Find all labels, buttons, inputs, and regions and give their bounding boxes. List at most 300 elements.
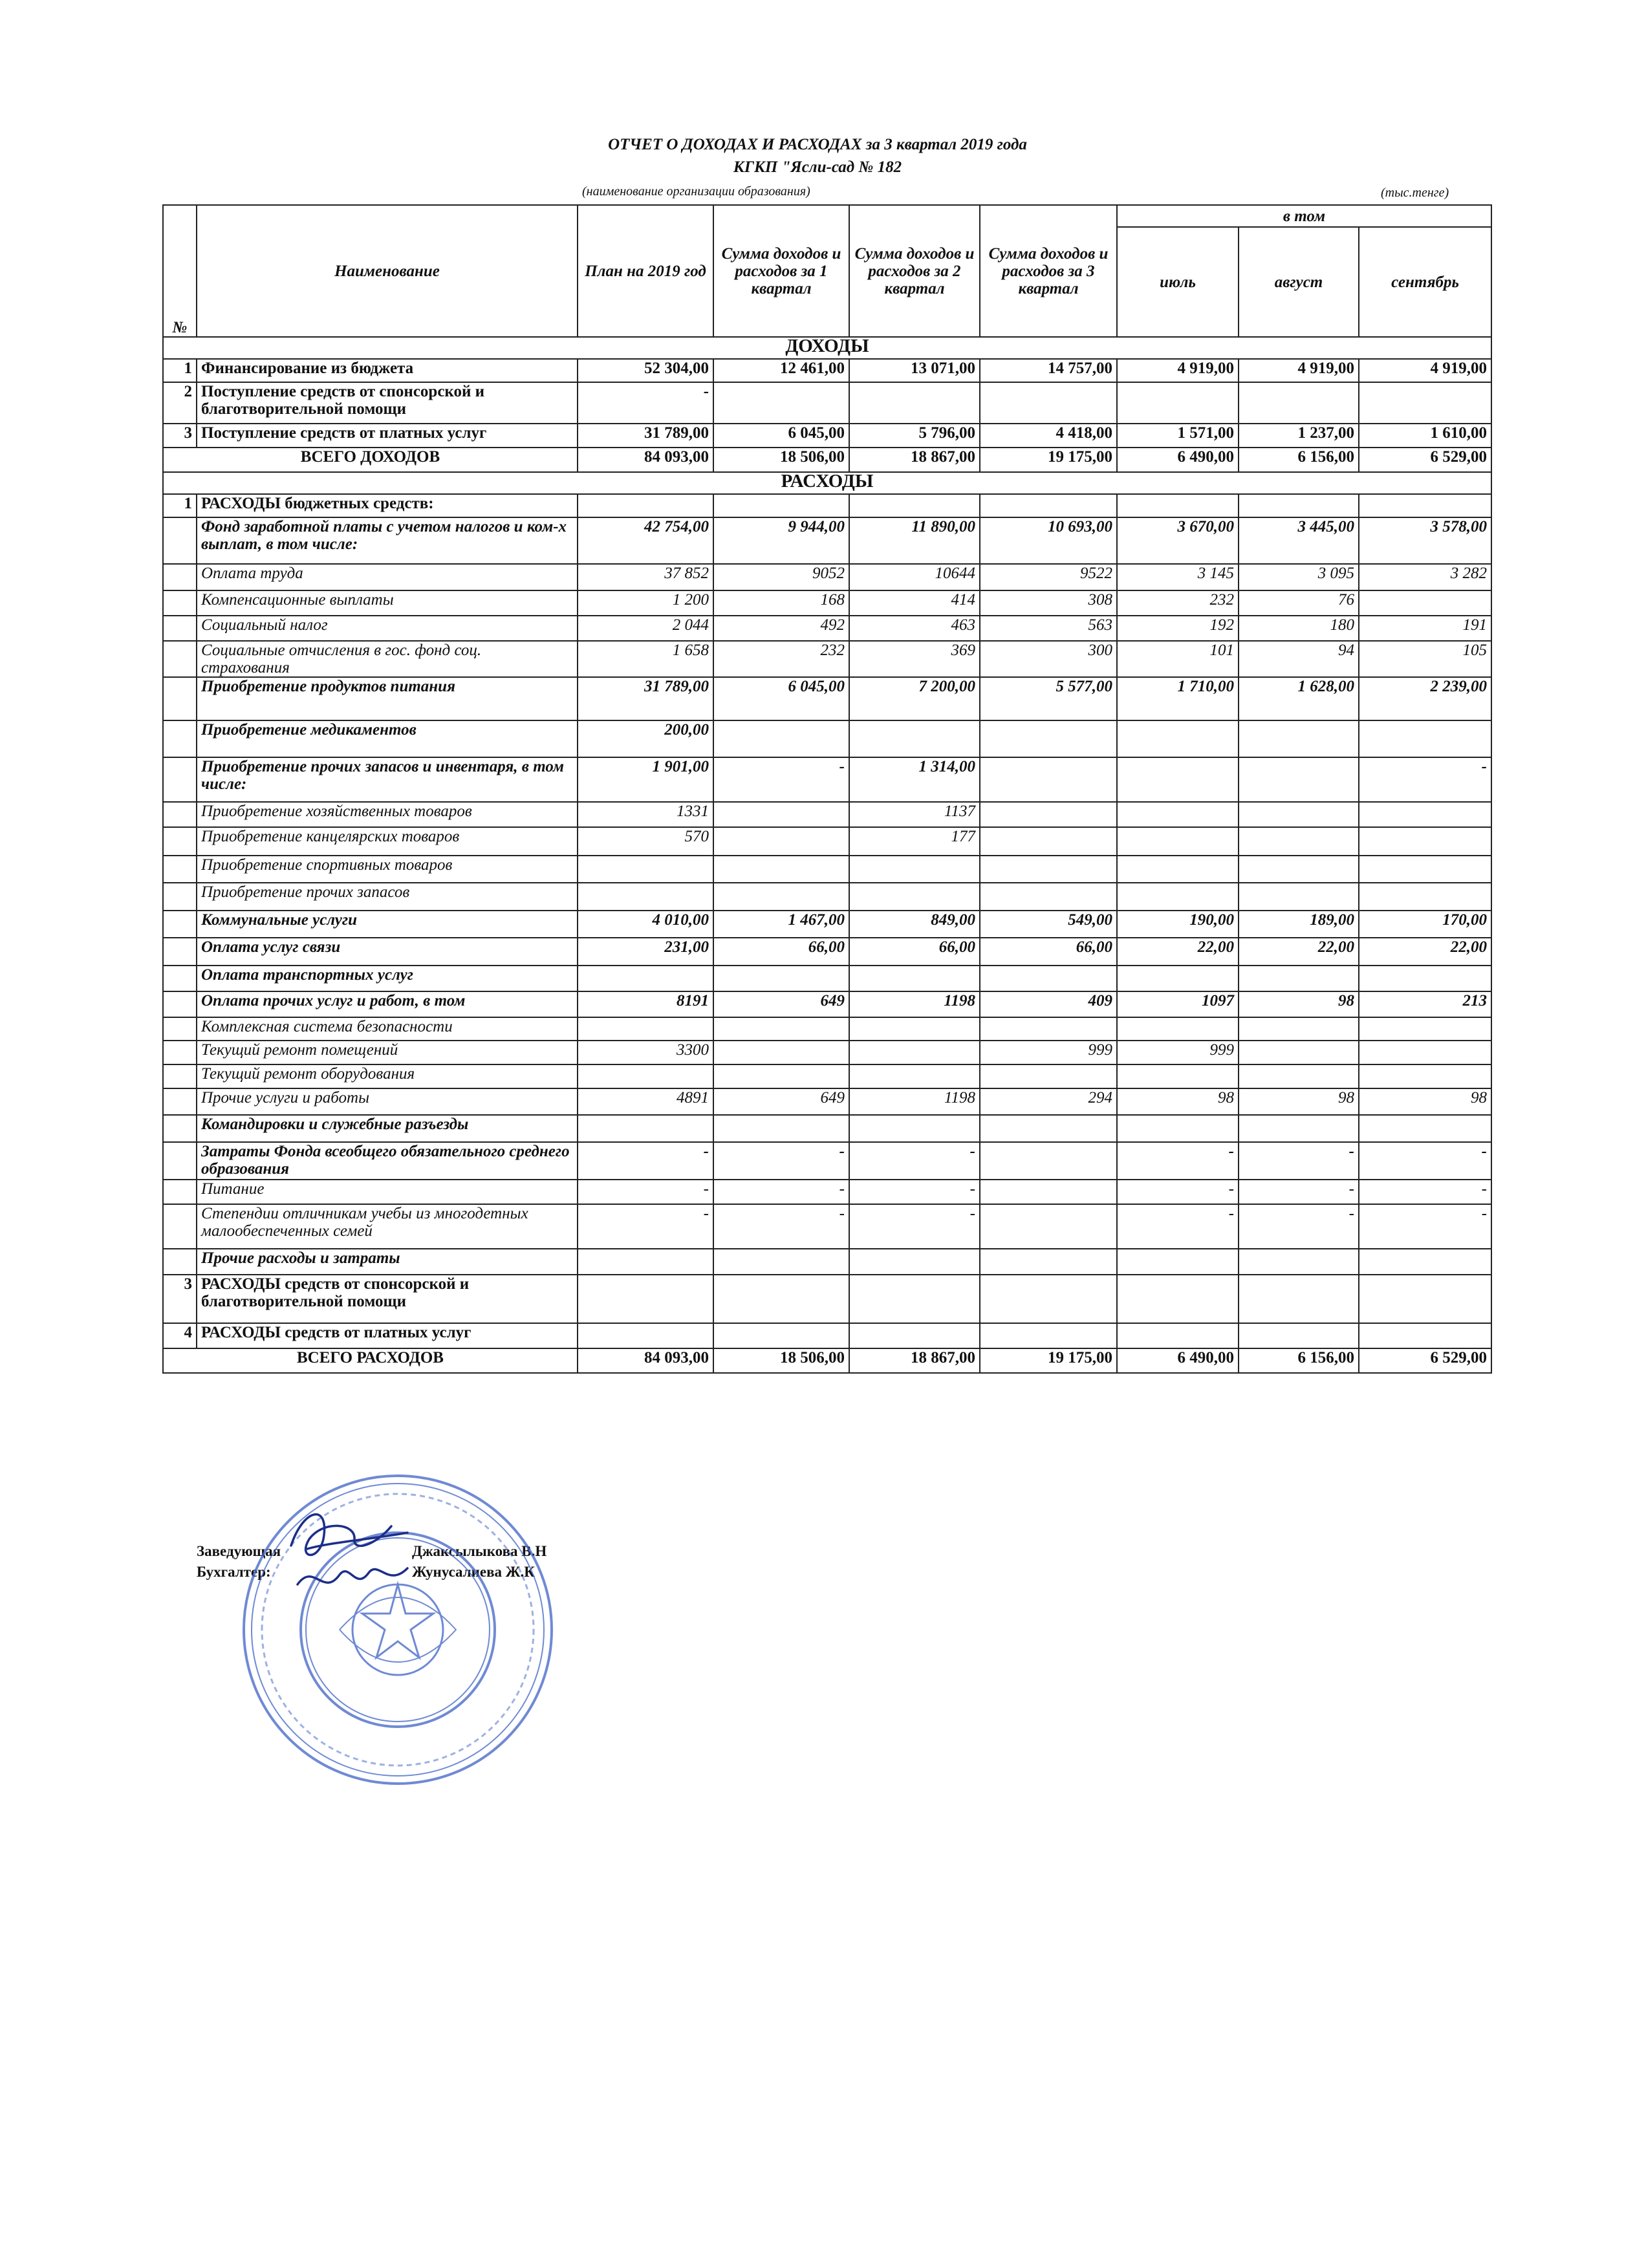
row-value xyxy=(1239,966,1359,991)
row-value: - xyxy=(849,1142,980,1180)
row-value: 10644 xyxy=(849,564,980,590)
row-value xyxy=(578,966,713,991)
row-value: 18 867,00 xyxy=(849,448,980,472)
row-name: Текущий ремонт оборудования xyxy=(197,1064,578,1088)
row-value: 649 xyxy=(713,1088,849,1115)
row-value xyxy=(980,382,1117,424)
row-value xyxy=(713,1323,849,1348)
table-row xyxy=(163,641,1491,677)
row-value: 4 418,00 xyxy=(980,424,1117,448)
row-value xyxy=(980,1064,1117,1088)
row-value: 98 xyxy=(1359,1088,1491,1115)
row-number xyxy=(163,616,197,641)
row-value: 6 490,00 xyxy=(1117,1348,1239,1373)
row-name: Приобретение прочих запасов xyxy=(197,883,578,911)
row-value xyxy=(1359,827,1491,856)
row-value xyxy=(849,883,980,911)
row-value: 66,00 xyxy=(713,938,849,966)
row-value: 31 789,00 xyxy=(578,424,713,448)
row-value: 1 200 xyxy=(578,590,713,616)
row-value: 6 156,00 xyxy=(1239,448,1359,472)
row-value xyxy=(849,1017,980,1041)
row-number xyxy=(163,1041,197,1064)
row-value: 5 577,00 xyxy=(980,677,1117,720)
row-name: Приобретение канцелярских товаров xyxy=(197,827,578,856)
row-value xyxy=(1359,1017,1491,1041)
row-value xyxy=(980,883,1117,911)
table-row xyxy=(163,590,1491,616)
row-value xyxy=(1117,757,1239,802)
row-value xyxy=(980,827,1117,856)
row-value xyxy=(1239,802,1359,827)
row-value: 191 xyxy=(1359,616,1491,641)
row-value: 6 156,00 xyxy=(1239,1348,1359,1373)
row-name: РАСХОДЫ средств от спонсорской и благотворительной помощи xyxy=(197,1275,578,1323)
row-value xyxy=(578,883,713,911)
row-value: 22,00 xyxy=(1359,938,1491,966)
table-row xyxy=(163,494,1491,517)
row-value xyxy=(713,883,849,911)
row-value: 1 658 xyxy=(578,641,713,677)
row-value: - xyxy=(849,1204,980,1249)
row-value: - xyxy=(713,1180,849,1204)
row-value: - xyxy=(1359,1180,1491,1204)
section-income-label: ДОХОДЫ xyxy=(163,337,1491,359)
table-row xyxy=(163,757,1491,802)
row-value xyxy=(980,1204,1117,1249)
row-value: 37 852 xyxy=(578,564,713,590)
table-row xyxy=(163,991,1491,1017)
row-value: - xyxy=(1117,1142,1239,1180)
row-value: 549,00 xyxy=(980,911,1117,938)
table-row xyxy=(163,1142,1491,1180)
row-value xyxy=(713,856,849,883)
row-value: 94 xyxy=(1239,641,1359,677)
row-value xyxy=(1239,1323,1359,1348)
row-value xyxy=(578,1249,713,1275)
row-value xyxy=(849,1041,980,1064)
row-name: Поступление средств от платных услуг xyxy=(197,424,578,448)
row-value xyxy=(578,1064,713,1088)
section-expense-label: РАСХОДЫ xyxy=(163,472,1491,494)
row-value: 9 944,00 xyxy=(713,517,849,564)
row-value: 101 xyxy=(1117,641,1239,677)
row-value: - xyxy=(578,1180,713,1204)
row-value: 12 461,00 xyxy=(713,359,849,382)
organization-name: КГКП "Ясли-сад № 182 xyxy=(733,158,902,176)
row-value xyxy=(980,1017,1117,1041)
row-value: 4891 xyxy=(578,1088,713,1115)
row-value: 7 200,00 xyxy=(849,677,980,720)
row-value xyxy=(1117,494,1239,517)
row-value xyxy=(1359,966,1491,991)
row-value: 52 304,00 xyxy=(578,359,713,382)
row-value xyxy=(1239,1115,1359,1142)
row-value: 6 490,00 xyxy=(1117,448,1239,472)
row-value xyxy=(578,1017,713,1041)
row-value xyxy=(713,1041,849,1064)
row-value: 31 789,00 xyxy=(578,677,713,720)
row-value: 463 xyxy=(849,616,980,641)
row-value xyxy=(713,1275,849,1323)
table-row xyxy=(163,802,1491,827)
row-number: 4 xyxy=(163,1323,197,1348)
row-value xyxy=(713,494,849,517)
row-value: 1137 xyxy=(849,802,980,827)
row-value: 192 xyxy=(1117,616,1239,641)
total-label: ВСЕГО РАСХОДОВ xyxy=(163,1348,578,1373)
row-value xyxy=(1239,1017,1359,1041)
row-value: 10 693,00 xyxy=(980,517,1117,564)
col-header-september: сентябрь xyxy=(1359,227,1491,337)
row-value: 13 071,00 xyxy=(849,359,980,382)
row-value xyxy=(1117,1275,1239,1323)
row-number xyxy=(163,1180,197,1204)
row-value: 999 xyxy=(1117,1041,1239,1064)
row-number xyxy=(163,966,197,991)
row-name: Приобретение продуктов питания xyxy=(197,677,578,720)
row-value xyxy=(980,1249,1117,1275)
row-number xyxy=(163,720,197,757)
row-name: Степендии отличникам учебы из многодетных малообеспеченных семей xyxy=(197,1204,578,1249)
row-number: 3 xyxy=(163,1275,197,1323)
row-value xyxy=(1359,802,1491,827)
row-value: 9522 xyxy=(980,564,1117,590)
row-name: РАСХОДЫ средств от платных услуг xyxy=(197,1323,578,1348)
row-value xyxy=(1239,1064,1359,1088)
row-value xyxy=(713,802,849,827)
table-row xyxy=(163,1249,1491,1275)
col-header-q2: Сумма доходов и расходов за 2 квартал xyxy=(849,205,980,337)
row-name: Комплексная система безопасности xyxy=(197,1017,578,1041)
row-value: 18 506,00 xyxy=(713,448,849,472)
table-row xyxy=(163,1180,1491,1204)
row-value xyxy=(1117,1115,1239,1142)
row-value xyxy=(1359,883,1491,911)
total-row xyxy=(163,448,1491,472)
row-value: 22,00 xyxy=(1239,938,1359,966)
row-number: 2 xyxy=(163,382,197,424)
row-value xyxy=(849,1064,980,1088)
row-value: 6 045,00 xyxy=(713,424,849,448)
row-value xyxy=(1359,1323,1491,1348)
row-value: 4 919,00 xyxy=(1359,359,1491,382)
row-value: 98 xyxy=(1117,1088,1239,1115)
row-value xyxy=(1239,1249,1359,1275)
row-value xyxy=(980,1142,1117,1180)
row-value: - xyxy=(1359,1142,1491,1180)
row-name: Питание xyxy=(197,1180,578,1204)
row-value: 66,00 xyxy=(849,938,980,966)
row-value xyxy=(713,827,849,856)
row-value: 170,00 xyxy=(1359,911,1491,938)
row-value xyxy=(713,966,849,991)
row-value: 2 044 xyxy=(578,616,713,641)
table-row xyxy=(163,1041,1491,1064)
row-value: 294 xyxy=(980,1088,1117,1115)
row-name: Фонд заработной платы с учетом налогов и ком-х выплат, в том числе: xyxy=(197,517,578,564)
col-header-plan: План на 2019 год xyxy=(578,205,713,337)
row-value xyxy=(1239,1275,1359,1323)
row-value: 9052 xyxy=(713,564,849,590)
row-value: 98 xyxy=(1239,1088,1359,1115)
row-value: 22,00 xyxy=(1117,938,1239,966)
accountant-role: Бухгалтер: xyxy=(197,1564,271,1580)
row-value: 5 796,00 xyxy=(849,424,980,448)
row-name: Затраты Фонда всеобщего обязательного среднего образования xyxy=(197,1142,578,1180)
table-row xyxy=(163,616,1491,641)
row-value xyxy=(1239,856,1359,883)
row-number xyxy=(163,641,197,677)
row-value: 6 529,00 xyxy=(1359,448,1491,472)
row-value xyxy=(1117,802,1239,827)
row-value xyxy=(713,1115,849,1142)
row-number xyxy=(163,677,197,720)
table-row xyxy=(163,827,1491,856)
total-label: ВСЕГО ДОХОДОВ xyxy=(163,448,578,472)
row-value: - xyxy=(578,1142,713,1180)
table-row xyxy=(163,911,1491,938)
row-value: 66,00 xyxy=(980,938,1117,966)
table-row xyxy=(163,677,1491,720)
row-value: 1 610,00 xyxy=(1359,424,1491,448)
row-number xyxy=(163,517,197,564)
row-value: - xyxy=(1359,757,1491,802)
row-number xyxy=(163,911,197,938)
row-value: 3 445,00 xyxy=(1239,517,1359,564)
row-value xyxy=(980,1275,1117,1323)
row-value xyxy=(1359,1249,1491,1275)
row-value xyxy=(849,1275,980,1323)
row-value: 3 095 xyxy=(1239,564,1359,590)
row-value xyxy=(980,494,1117,517)
row-value: 168 xyxy=(713,590,849,616)
row-value xyxy=(1117,1323,1239,1348)
row-name: Финансирование из бюджета xyxy=(197,359,578,382)
row-value: - xyxy=(578,382,713,424)
row-value: 308 xyxy=(980,590,1117,616)
row-name: Приобретение спортивных товаров xyxy=(197,856,578,883)
row-number xyxy=(163,938,197,966)
row-value xyxy=(849,720,980,757)
row-value: 1 571,00 xyxy=(1117,424,1239,448)
row-name: Коммунальные услуги xyxy=(197,911,578,938)
row-value: - xyxy=(1117,1204,1239,1249)
row-value xyxy=(1359,720,1491,757)
row-value: 190,00 xyxy=(1117,911,1239,938)
row-value: 4 919,00 xyxy=(1117,359,1239,382)
row-value: 19 175,00 xyxy=(980,448,1117,472)
table-row xyxy=(163,1088,1491,1115)
table-row xyxy=(163,359,1491,382)
row-value xyxy=(1359,494,1491,517)
row-name: РАСХОДЫ бюджетных средств: xyxy=(197,494,578,517)
row-number xyxy=(163,564,197,590)
row-value xyxy=(980,966,1117,991)
row-value xyxy=(1117,883,1239,911)
row-value: 1198 xyxy=(849,1088,980,1115)
row-value xyxy=(1359,382,1491,424)
table-row xyxy=(163,1275,1491,1323)
row-name: Приобретение хозяйственных товаров xyxy=(197,802,578,827)
row-number xyxy=(163,883,197,911)
row-name: Текущий ремонт помещений xyxy=(197,1041,578,1064)
row-value xyxy=(1117,856,1239,883)
row-value: - xyxy=(713,1204,849,1249)
row-value: 1 628,00 xyxy=(1239,677,1359,720)
row-value xyxy=(980,856,1117,883)
row-value xyxy=(1117,720,1239,757)
row-number xyxy=(163,590,197,616)
signature-marks xyxy=(278,1500,433,1610)
row-value xyxy=(1359,1275,1491,1323)
row-value: 177 xyxy=(849,827,980,856)
row-value xyxy=(713,1017,849,1041)
row-value xyxy=(1359,590,1491,616)
row-value: 231,00 xyxy=(578,938,713,966)
row-value: 42 754,00 xyxy=(578,517,713,564)
row-value: 19 175,00 xyxy=(980,1348,1117,1373)
table-row xyxy=(163,1323,1491,1348)
row-value: 1198 xyxy=(849,991,980,1017)
row-name: Оплата услуг связи xyxy=(197,938,578,966)
row-value xyxy=(713,1064,849,1088)
row-number: 1 xyxy=(163,494,197,517)
row-value: 98 xyxy=(1239,991,1359,1017)
row-number xyxy=(163,1204,197,1249)
row-name: Приобретение прочих запасов и инвентаря, в том числе: xyxy=(197,757,578,802)
table-row xyxy=(163,938,1491,966)
row-value: 570 xyxy=(578,827,713,856)
row-value xyxy=(1117,827,1239,856)
row-value: 1331 xyxy=(578,802,713,827)
row-value: 189,00 xyxy=(1239,911,1359,938)
row-value: 232 xyxy=(713,641,849,677)
row-value xyxy=(980,1323,1117,1348)
row-name: Приобретение медикаментов xyxy=(197,720,578,757)
row-value xyxy=(1359,1041,1491,1064)
row-value xyxy=(849,966,980,991)
row-value xyxy=(849,494,980,517)
row-value xyxy=(849,1115,980,1142)
row-value: - xyxy=(713,757,849,802)
row-value: 8191 xyxy=(578,991,713,1017)
row-value xyxy=(1359,1115,1491,1142)
row-value xyxy=(1117,1064,1239,1088)
row-value: - xyxy=(849,1180,980,1204)
row-value: - xyxy=(1117,1180,1239,1204)
row-value: 999 xyxy=(980,1041,1117,1064)
row-number xyxy=(163,1249,197,1275)
col-header-name: Наименование xyxy=(197,205,578,337)
row-value xyxy=(849,856,980,883)
organization-caption: (наименование организации образования) xyxy=(582,184,810,199)
row-value xyxy=(1239,827,1359,856)
row-value: 300 xyxy=(980,641,1117,677)
row-value xyxy=(1239,494,1359,517)
table-row xyxy=(163,856,1491,883)
section-income xyxy=(163,337,1491,359)
row-value xyxy=(1117,382,1239,424)
row-value xyxy=(849,1249,980,1275)
row-number xyxy=(163,856,197,883)
row-value: 180 xyxy=(1239,616,1359,641)
row-value xyxy=(578,856,713,883)
row-value: 3 670,00 xyxy=(1117,517,1239,564)
table-row xyxy=(163,382,1491,424)
row-value xyxy=(1117,1017,1239,1041)
col-header-july: июль xyxy=(1117,227,1239,337)
row-number: 3 xyxy=(163,424,197,448)
row-number xyxy=(163,1115,197,1142)
row-number: 1 xyxy=(163,359,197,382)
row-value: 3 282 xyxy=(1359,564,1491,590)
row-number xyxy=(163,757,197,802)
row-value: 1 237,00 xyxy=(1239,424,1359,448)
row-value: 18 506,00 xyxy=(713,1348,849,1373)
row-value: - xyxy=(578,1204,713,1249)
row-value: 849,00 xyxy=(849,911,980,938)
table-row xyxy=(163,720,1491,757)
row-value: - xyxy=(1239,1180,1359,1204)
row-value: 200,00 xyxy=(578,720,713,757)
row-value: 213 xyxy=(1359,991,1491,1017)
row-value: 105 xyxy=(1359,641,1491,677)
section-expense xyxy=(163,472,1491,494)
row-value xyxy=(578,1275,713,1323)
row-value xyxy=(1239,382,1359,424)
table-row xyxy=(163,1115,1491,1142)
row-value xyxy=(1239,1041,1359,1064)
row-value: 649 xyxy=(713,991,849,1017)
row-value xyxy=(1117,1249,1239,1275)
row-value xyxy=(1239,757,1359,802)
row-number xyxy=(163,1017,197,1041)
row-value: 1097 xyxy=(1117,991,1239,1017)
row-value: 84 093,00 xyxy=(578,1348,713,1373)
row-value: 414 xyxy=(849,590,980,616)
row-value: 1 710,00 xyxy=(1117,677,1239,720)
row-value: 84 093,00 xyxy=(578,448,713,472)
row-value: 1 314,00 xyxy=(849,757,980,802)
income-expense-table xyxy=(162,204,1492,1374)
row-number xyxy=(163,802,197,827)
row-value: 409 xyxy=(980,991,1117,1017)
head-role: Заведующая xyxy=(197,1543,281,1559)
row-value xyxy=(1359,1064,1491,1088)
row-value xyxy=(578,1115,713,1142)
row-value: - xyxy=(1359,1204,1491,1249)
row-number xyxy=(163,827,197,856)
row-value: 3 578,00 xyxy=(1359,517,1491,564)
table-row xyxy=(163,1064,1491,1088)
row-value: 4 919,00 xyxy=(1239,359,1359,382)
row-value xyxy=(578,1323,713,1348)
col-header-group: в том xyxy=(1117,205,1491,227)
col-header-august: август xyxy=(1239,227,1359,337)
row-value: 369 xyxy=(849,641,980,677)
row-value: 6 045,00 xyxy=(713,677,849,720)
row-value xyxy=(980,802,1117,827)
col-header-no: № xyxy=(163,205,197,337)
row-value: 76 xyxy=(1239,590,1359,616)
row-value xyxy=(849,1323,980,1348)
row-value: 492 xyxy=(713,616,849,641)
row-value: 3 145 xyxy=(1117,564,1239,590)
row-value xyxy=(578,494,713,517)
table-row xyxy=(163,517,1491,564)
row-value xyxy=(1239,720,1359,757)
